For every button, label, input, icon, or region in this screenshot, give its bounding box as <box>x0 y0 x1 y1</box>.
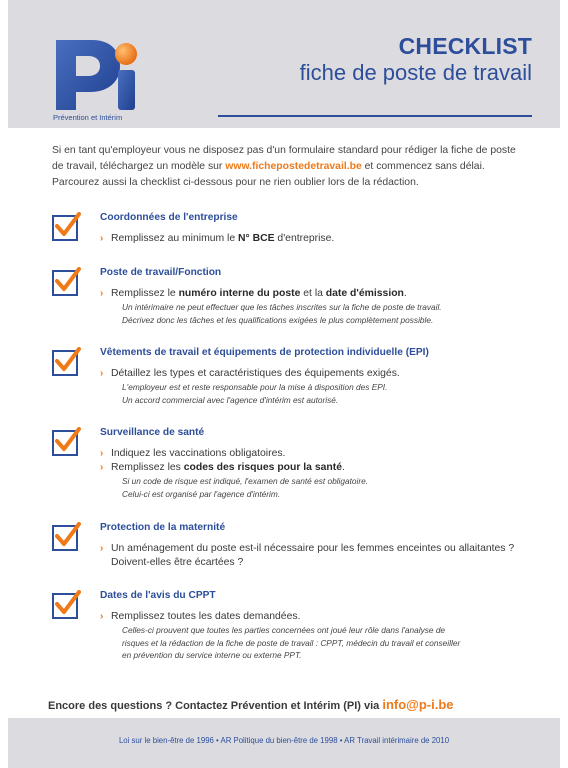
item-note: en prévention du service interne ou externe PPT. <box>122 650 302 660</box>
item-bullet: › Remplissez au minimum le N° BCE d'entreprise. <box>100 233 335 244</box>
checkbox-checked-icon <box>52 347 82 377</box>
checkbox-checked-icon <box>52 427 82 457</box>
item-note: L'employeur est et reste responsable pour la mise à disposition des EPI. <box>122 382 388 392</box>
logo-caption: Prévention et Intérim <box>53 113 123 122</box>
chevron-right-icon: › <box>100 543 104 554</box>
item-note: Celui-ci est organisé par l'agence d'intérim. <box>122 488 281 499</box>
checkbox-checked-icon <box>52 522 82 552</box>
chevron-right-icon: › <box>100 233 104 244</box>
item-bullet: › Un aménagement du poste est-il nécessaire pour les femmes enceintes ou allaitantes ? <box>100 543 515 554</box>
intro-paragraph <box>52 143 522 175</box>
item-note: Un intérimaire ne peut effectuer que les tâches inscrites sur la fiche de poste de travail. <box>122 302 442 312</box>
contact-line <box>48 697 528 712</box>
item-title: Surveillance de santé <box>100 427 205 438</box>
page-subtitle: fiche de poste de travail <box>299 60 532 85</box>
footer-legal-references: Loi sur le bien-être de 1996 • AR Politique du bien-être de 1998 • AR Travail intérimaire de 2010 <box>118 736 450 745</box>
item-title: Protection de la maternité <box>100 522 226 533</box>
footer-band <box>8 718 560 768</box>
item-title: Dates de l'avis du CPPT <box>100 590 216 601</box>
item-title: Vêtements de travail et équipements de protection individuelle (EPI) <box>100 347 429 358</box>
chevron-right-icon: › <box>100 368 104 379</box>
checkbox-checked-icon <box>52 590 82 620</box>
item-note: Celles-ci prouvent que toutes les parties concernées ont joué leur rôle dans l'analyse de <box>122 625 446 635</box>
chevron-right-icon: › <box>100 448 104 459</box>
page-title: CHECKLIST <box>398 33 532 59</box>
item-note: Un accord commercial avec l'agence d'intérim est autorisé. <box>122 394 339 405</box>
checkbox-checked-icon <box>52 212 82 242</box>
intro-text-after: et commencez sans délai. <box>361 161 485 172</box>
document-page <box>8 0 560 768</box>
title-divider <box>218 115 532 117</box>
checkbox-checked-icon <box>52 267 82 297</box>
intro-second-paragraph: Parcourez aussi la checklist ci-dessous pour ne rien oublier lors de la rédaction. <box>52 177 419 188</box>
item-bullet: › Détaillez les types et caractéristiques des équipements exigés. <box>100 368 400 379</box>
contact-email-link[interactable]: info@p-i.be <box>382 697 454 712</box>
item-bullet: › Remplissez le numéro interne du poste et la date d'émission. <box>100 288 407 299</box>
chevron-right-icon: › <box>100 611 104 622</box>
template-link[interactable]: www.fichepostedetravail.be <box>225 161 362 172</box>
item-bullet: › Remplissez les codes des risques pour la santé. <box>100 462 345 473</box>
item-note: Si un code de risque est indiqué, l'examen de santé est obligatoire. <box>122 476 369 486</box>
item-note: risques et la rédaction de la fiche de poste de travail : CPPT, médecin du travail et conseiller <box>122 637 461 648</box>
item-bullet: › Indiquez les vaccinations obligatoires. <box>100 448 286 459</box>
item-title: Poste de travail/Fonction <box>100 267 222 278</box>
item-bullet-continued: Doivent-elles être écartées ? <box>111 557 244 568</box>
intro-text-before: Si en tant qu'employeur vous ne disposez pas d'un formulaire standard pour rédiger la fiche de poste de travail, téléchargez un modèle sur <box>52 145 516 172</box>
item-title: Coordonnées de l'entreprise <box>100 212 238 223</box>
chevron-right-icon: › <box>100 462 104 473</box>
pi-logo-icon <box>48 30 148 122</box>
item-note: Décrivez donc les tâches et les qualifications exigées le plus complètement possible. <box>122 314 434 325</box>
item-bullet: › Remplissez toutes les dates demandées. <box>100 611 301 622</box>
contact-text: Encore des questions ? Contactez Prévention et Intérim (PI) via <box>48 700 383 712</box>
header-band <box>8 0 560 128</box>
chevron-right-icon: › <box>100 288 104 299</box>
